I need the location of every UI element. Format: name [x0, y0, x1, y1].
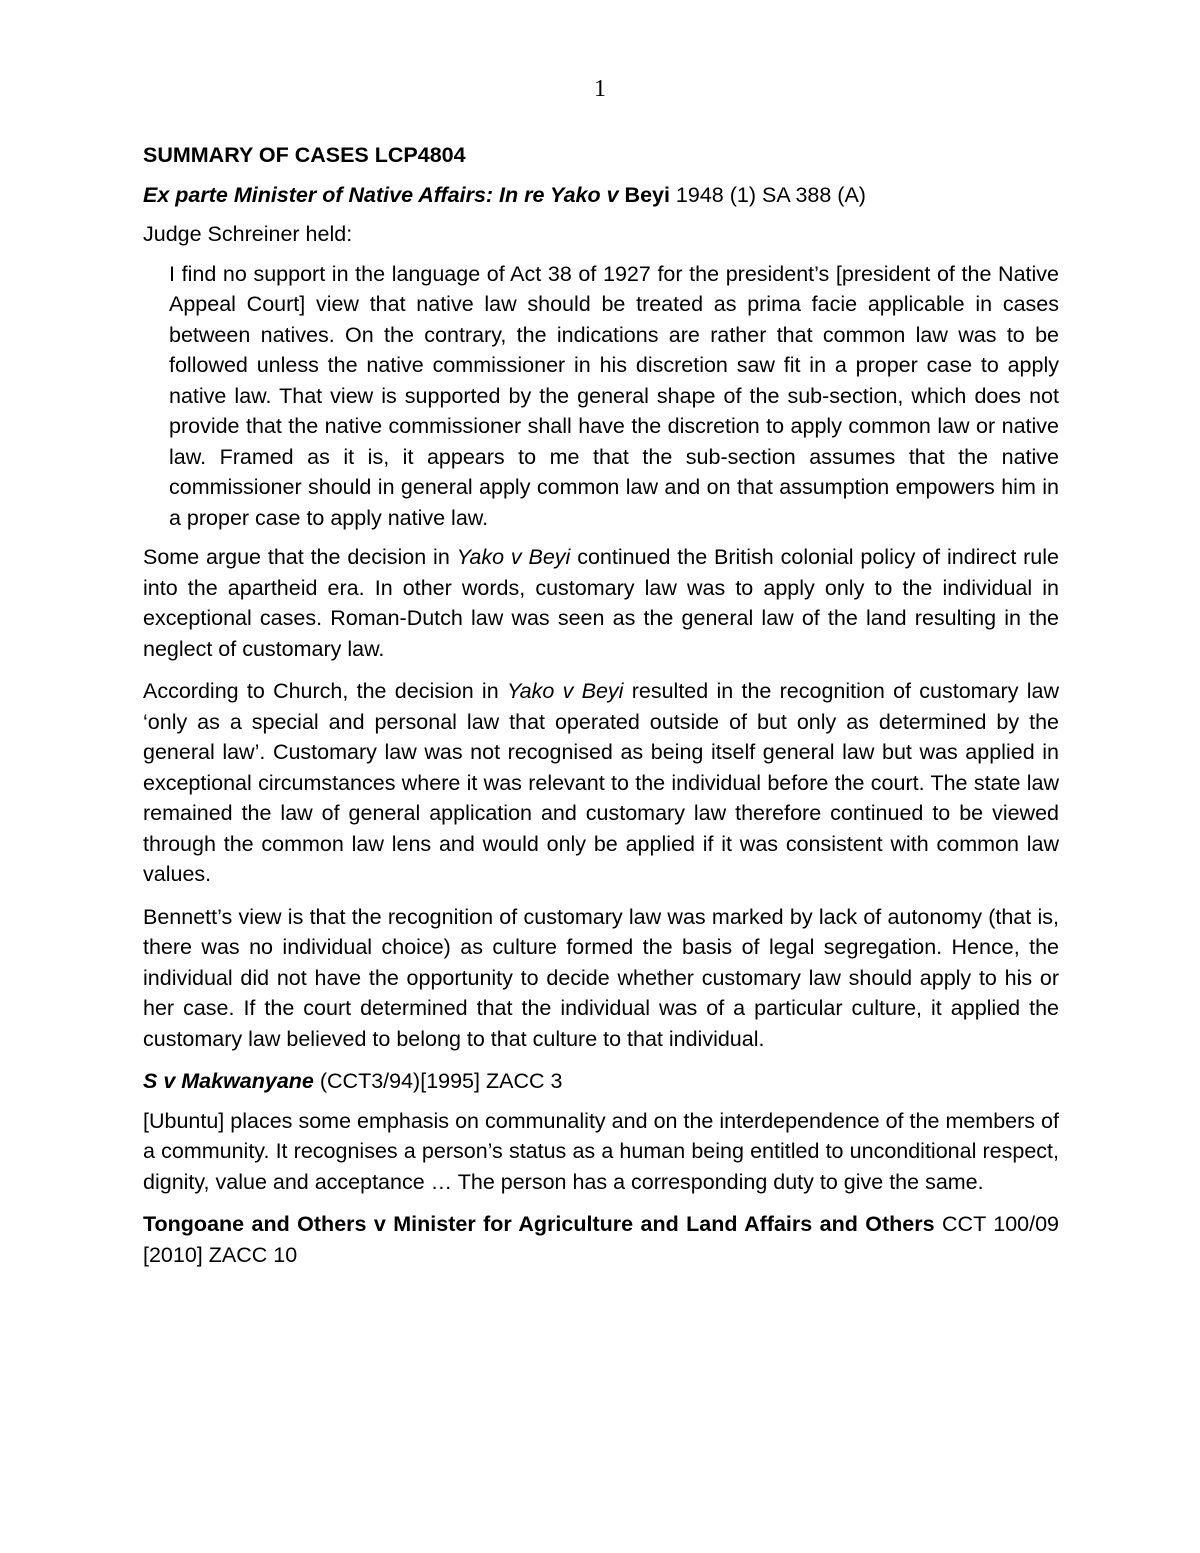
case-reference-italic: Yako v Beyi: [456, 545, 571, 569]
case-citation-tongoane: CCT 100/09 [2010] ZACC 10: [143, 1212, 1059, 1267]
case-name-makwanyane: S v Makwanyane: [143, 1069, 314, 1093]
paragraph-bennett: Bennett’s view is that the recognition of customary law was marked by lack of autonomy (that is, there was no individual choice) as culture formed the basis of legal segregation. Hence, the individual did not have the opportunity to decide whether customary law should apply to his or her case. If the court determined that the individual was of a particular culture, it applied the customary law believed to belong to that culture to that individual.: [143, 904, 1059, 1051]
case-heading-yako: [143, 180, 1059, 211]
paragraph-text: resulted in the recognition of customary law ‘only as a special and personal law that operated outside of but only as determined by the general law’. Customary law was not recognised as being itself general law but was applied in exceptional circumstances where it was relevant to the individual before the court. The state law remained the law of general application and customary law therefore continued to be viewed through the common law lens and would only be applied if it was consistent with common law values.: [143, 679, 1059, 886]
quote-schreiner: I find no support in the language of Act 38 of 1927 for the president’s [president of the Native Appeal Court] view that native law should be treated as prima facie applicable in cases between natives. On the contrary, the indications are rather that common law was to be followed unless the native commissioner in his discretion saw fit in a proper case to apply native law. That view is supported by the general shape of the sub-section, which does not provide that the native commissioner shall have the discretion to apply common law or native law. Framed as it is, it appears to me that the sub-section assumes that the native commissioner should in general apply common law and on that assumption empowers him in a proper case to apply native law.: [169, 261, 1059, 530]
paragraph-text: According to Church, the decision in: [143, 679, 507, 703]
quote-ubuntu: [Ubuntu] places some emphasis on communality and on the interdependence of the members of a community. It recognises a person’s status as a human being entitled to unconditional respect, dignity, value and acceptance … The person has a corresponding duty to give the same.: [143, 1108, 1059, 1194]
case-reference-italic: Yako v Beyi: [506, 679, 624, 703]
held-intro: Judge Schreiner held:: [143, 222, 353, 246]
case-citation-yako: 1948 (1) SA 388 (A): [669, 182, 866, 207]
paragraph-indirect-rule: [143, 542, 1059, 664]
page-number: 1: [594, 76, 606, 102]
case-name-yako: Ex parte Minister of Native Affairs: In re Yako v: [143, 182, 619, 207]
case-citation-makwanyane: (CCT3/94)[1995] ZACC 3: [313, 1069, 563, 1093]
document-title: SUMMARY OF CASES LCP4804: [143, 143, 466, 167]
case-name-beyi: Beyi: [618, 182, 670, 207]
case-name-tongoane: Tongoane and Others v Minister for Agriculture and Land Affairs and Others: [143, 1212, 935, 1236]
paragraph-text: continued the British colonial policy of indirect rule into the apartheid era. In other words, customary law was to apply only to the individual in exceptional cases. Roman-Dutch law was seen as the general law of the land resulting in the neglect of customary law.: [143, 545, 1060, 661]
paragraph-text: Some argue that the decision in: [143, 545, 457, 569]
case-heading-tongoane: [143, 1209, 1059, 1270]
document-body: [143, 140, 1059, 1282]
paragraph-church: [143, 676, 1059, 890]
case-heading-makwanyane: [143, 1066, 1059, 1097]
